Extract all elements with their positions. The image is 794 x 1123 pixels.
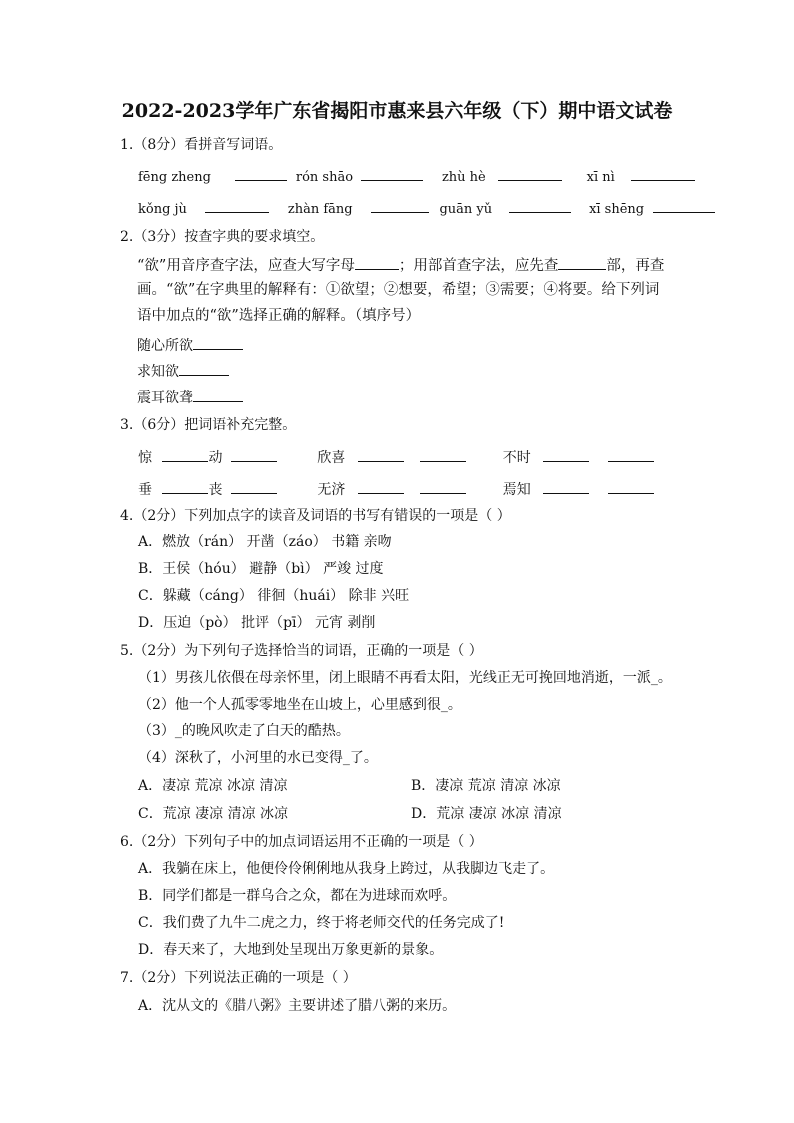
- question-6-stem: 6.（2分）下列句子中的加点词语运用不正确的一项是（ ）: [120, 834, 483, 850]
- q3-row-2: [138, 479, 654, 499]
- pinyin-5: kǒng jù: [138, 202, 187, 217]
- page-title: 2022-2023学年广东省揭阳市惠来县六年级（下）期中语文试卷: [121, 100, 673, 122]
- answer-blank[interactable]: [193, 387, 243, 402]
- question-1-stem: 1.（8分）看拼音写词语。: [120, 137, 283, 153]
- q6-option-c[interactable]: C．我们费了九牛二虎之力，终于将老师交代的任务完成了!: [138, 915, 505, 931]
- q3-word: 不时: [502, 450, 531, 466]
- q3-char: 丧: [208, 482, 223, 498]
- q5-sentence-4: （4）深秋了，小河里的水已变得_了。: [138, 750, 378, 766]
- q4-option-c[interactable]: C．躲藏（cáng） 徘徊（huái） 除非 兴旺: [138, 588, 410, 604]
- q7-option-a[interactable]: A．沈从文的《腊八粥》主要讲述了腊八粥的来历。: [138, 998, 457, 1014]
- question-2-stem: 2.（3分）按查字典的要求填空。: [120, 229, 325, 245]
- answer-blank[interactable]: [653, 198, 715, 213]
- question-4-stem: 4.（2分）下列加点字的读音及词语的书写有错误的一项是（ ）: [120, 508, 511, 524]
- answer-blank[interactable]: [543, 447, 589, 462]
- q4-option-a[interactable]: A．燃放（rán） 开凿（záo） 书籍 亲吻: [138, 534, 392, 550]
- q3-char: 惊: [138, 450, 152, 466]
- answer-blank[interactable]: [235, 166, 287, 181]
- answer-blank[interactable]: [498, 166, 562, 181]
- answer-blank[interactable]: [355, 255, 399, 270]
- q3-char: 垂: [138, 482, 152, 498]
- answer-blank[interactable]: [358, 479, 404, 494]
- question-3-stem: 3.（6分）把词语补充完整。: [120, 417, 297, 433]
- pinyin-8: xī shēng: [589, 202, 645, 217]
- q6-option-b[interactable]: B．同学们都是一群乌合之众，都在为进球而欢呼。: [138, 888, 457, 904]
- q2-text: ；用部首查字法，应先查: [398, 258, 559, 274]
- answer-blank[interactable]: [509, 198, 571, 213]
- answer-blank[interactable]: [558, 255, 606, 270]
- q5-option-d[interactable]: D．荒凉 凄凉 冰凉 清凉: [411, 806, 562, 822]
- answer-blank[interactable]: [371, 198, 429, 213]
- answer-blank[interactable]: [162, 479, 208, 494]
- question-2-para-2: 画。“欲”在字典里的解释有：①欲望；②想要，希望；③需要；④将要。给下列词: [137, 282, 660, 298]
- pinyin-7: guān yǔ: [439, 202, 493, 217]
- q2-item-1: [137, 335, 243, 355]
- q2-item-2: [137, 361, 229, 381]
- pinyin-1: fēng zheng: [138, 170, 211, 185]
- q2-item-label: 求知欲: [137, 364, 179, 380]
- q6-option-d[interactable]: D．春天来了，大地到处呈现出万象更新的景象。: [138, 942, 444, 958]
- pinyin-row-2: [138, 198, 715, 219]
- q3-word: 无济: [317, 482, 346, 498]
- q5-option-a[interactable]: A．凄凉 荒凉 冰凉 清凉: [138, 778, 288, 794]
- pinyin-4: xī nì: [586, 170, 615, 185]
- pinyin-3: zhù hè: [441, 170, 486, 185]
- q2-text: “欲”用音序查字法，应查大写字母: [137, 258, 355, 274]
- q3-row-1: [138, 447, 654, 467]
- q3-char: 动: [208, 450, 223, 466]
- q4-option-d[interactable]: D．压迫（pò） 批评（pī） 元宵 剥削: [138, 615, 376, 631]
- answer-blank[interactable]: [179, 361, 229, 376]
- q2-text: 部，再查: [606, 258, 665, 274]
- q5-option-b[interactable]: B．凄凉 荒凉 清凉 冰凉: [411, 778, 561, 794]
- q5-sentence-3: （3）_的晚风吹走了白天的酷热。: [138, 723, 350, 739]
- q5-sentence-2: （2）他一个人孤零零地坐在山坡上，心里感到很_。: [138, 697, 462, 713]
- pinyin-row-1: [138, 166, 695, 187]
- q2-item-label: 震耳欲聋: [137, 390, 193, 406]
- q6-option-a[interactable]: A．我躺在床上，他便伶伶俐俐地从我身上跨过，从我脚边飞走了。: [138, 861, 555, 877]
- q2-item-3: [137, 387, 243, 407]
- answer-blank[interactable]: [608, 479, 654, 494]
- answer-blank[interactable]: [631, 166, 695, 181]
- answer-blank[interactable]: [361, 166, 423, 181]
- answer-blank[interactable]: [162, 447, 208, 462]
- answer-blank[interactable]: [193, 335, 243, 350]
- answer-blank[interactable]: [231, 479, 277, 494]
- q3-word: 欣喜: [317, 450, 346, 466]
- answer-blank[interactable]: [420, 447, 466, 462]
- answer-blank[interactable]: [231, 447, 277, 462]
- q5-sentence-1: （1）男孩儿依偎在母亲怀里，闭上眼睛不再看太阳，光线正无可挽回地消逝，一派_。: [138, 670, 672, 686]
- answer-blank[interactable]: [205, 198, 269, 213]
- answer-blank[interactable]: [543, 479, 589, 494]
- question-5-stem: 5.（2分）为下列句子选择恰当的词语，正确的一项是（ ）: [120, 643, 483, 659]
- question-7-stem: 7.（2分）下列说法正确的一项是（ ）: [120, 970, 357, 986]
- pinyin-6: zhàn fāng: [287, 202, 353, 217]
- answer-blank[interactable]: [358, 447, 404, 462]
- q5-option-c[interactable]: C．荒凉 凄凉 清凉 冰凉: [138, 806, 289, 822]
- answer-blank[interactable]: [608, 447, 654, 462]
- question-2-para-1: [137, 255, 664, 275]
- q3-word: 焉知: [502, 482, 531, 498]
- question-2-para-3: 语中加点的“欲”选择正确的解释。（填序号）: [137, 308, 421, 324]
- pinyin-2: rón shāo: [295, 170, 354, 185]
- answer-blank[interactable]: [420, 479, 466, 494]
- q4-option-b[interactable]: B．王侯（hóu） 避静（bì） 严竣 过度: [138, 561, 384, 577]
- q2-item-label: 随心所欲: [137, 338, 193, 354]
